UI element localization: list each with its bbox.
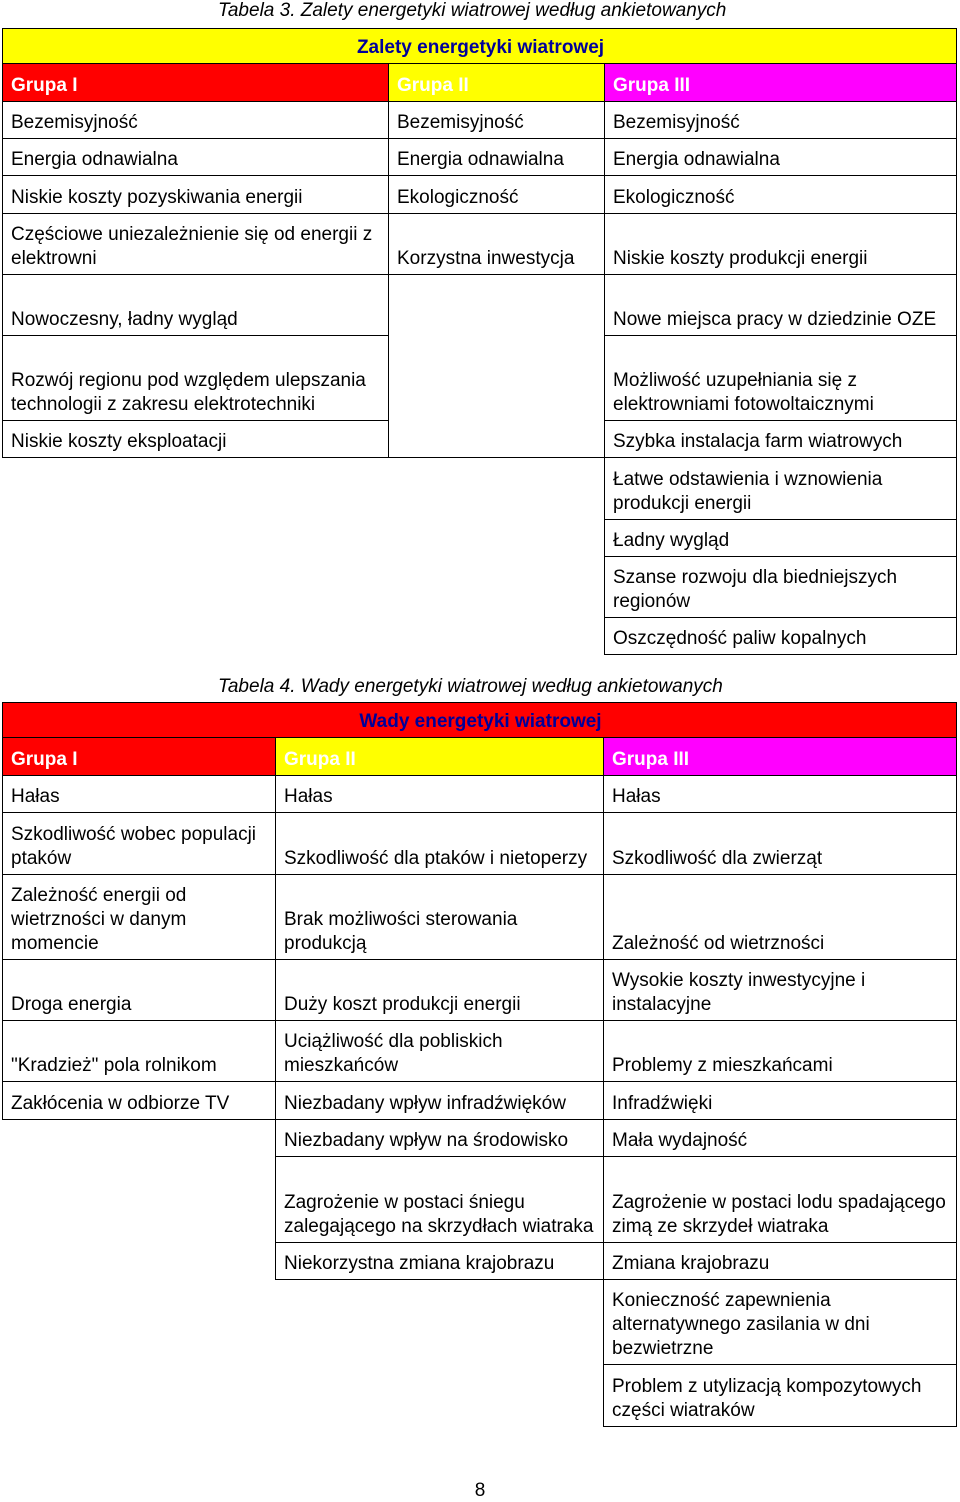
table3-cell: Łatwe odstawienia i wznowienia produkcji energii bbox=[605, 458, 957, 520]
table4-caption: Tabela 4. Wady energetyki wiatrowej według ankietowanych bbox=[218, 676, 723, 697]
table3-cell: Oszczędność paliw kopalnych bbox=[605, 618, 957, 655]
table3-cell: Możliwość uzupełniania się z elektrowniami fotowoltaicznymi bbox=[605, 336, 957, 421]
table3-cell bbox=[3, 618, 389, 655]
table3-cell: Ekologiczność bbox=[389, 176, 605, 214]
table4-cell bbox=[3, 1365, 276, 1427]
table3-cell: Energia odnawialna bbox=[389, 139, 605, 176]
table3-advantages bbox=[2, 28, 957, 655]
table4-title: Wady energetyki wiatrowej bbox=[3, 703, 957, 738]
table3-cell: Ładny wygląd bbox=[605, 520, 957, 557]
table3-group-iii-header: Grupa III bbox=[605, 64, 957, 102]
table3-cell: Bezemisyjność bbox=[605, 102, 957, 139]
table3-cell bbox=[389, 557, 605, 618]
page-number: 8 bbox=[474, 1480, 486, 1501]
table4-cell: Brak możliwości sterowania produkcją bbox=[276, 875, 604, 960]
table4-cell: Niezbadany wpływ infradźwięków bbox=[276, 1082, 604, 1120]
table4-cell: Hałas bbox=[276, 776, 604, 813]
table3-cell: Nowoczesny, ładny wygląd bbox=[3, 275, 389, 336]
table3-cell: Szanse rozwoju dla biedniejszych regionów bbox=[605, 557, 957, 618]
table4-cell: Uciążliwość dla pobliskich mieszkańców bbox=[276, 1021, 604, 1082]
table3-cell: Niskie koszty pozyskiwania energii bbox=[3, 176, 389, 214]
table4-cell: Problemy z mieszkańcami bbox=[604, 1021, 957, 1082]
table3-title: Zalety energetyki wiatrowej bbox=[3, 29, 957, 64]
table3-cell: Bezemisyjność bbox=[389, 102, 605, 139]
table3-cell: Ekologiczność bbox=[605, 176, 957, 214]
table4-cell: Problem z utylizacją kompozytowych części wiatraków bbox=[604, 1365, 957, 1427]
table4-cell: Zależność energii od wietrzności w danym momencie bbox=[3, 875, 276, 960]
table4-cell: Zakłócenia w odbiorze TV bbox=[3, 1082, 276, 1120]
table3-group-ii-header: Grupa II bbox=[389, 64, 605, 102]
table4-cell: Szkodliwość wobec populacji ptaków bbox=[3, 813, 276, 875]
table3-cell bbox=[3, 458, 389, 520]
table4-group-ii-header: Grupa II bbox=[276, 738, 604, 776]
table4-cell: Zmiana krajobrazu bbox=[604, 1243, 957, 1280]
table3-cell bbox=[3, 520, 389, 557]
table4-cell: Szkodliwość dla zwierząt bbox=[604, 813, 957, 875]
table4-cell: Duży koszt produkcji energii bbox=[276, 960, 604, 1021]
table4-cell bbox=[3, 1280, 276, 1365]
table4-disadvantages bbox=[2, 702, 957, 1427]
table3-cell bbox=[389, 421, 605, 458]
table3-cell bbox=[389, 336, 605, 421]
table4-cell: Zagrożenie w postaci lodu spadającego zimą ze skrzydeł wiatraka bbox=[604, 1157, 957, 1243]
table3-cell bbox=[389, 520, 605, 557]
table3-caption: Tabela 3. Zalety energetyki wiatrowej według ankietowanych bbox=[218, 0, 727, 21]
table4-cell: Hałas bbox=[3, 776, 276, 813]
table3-cell: Szybka instalacja farm wiatrowych bbox=[605, 421, 957, 458]
table3-cell: Energia odnawialna bbox=[3, 139, 389, 176]
table3-cell: Niskie koszty eksploatacji bbox=[3, 421, 389, 458]
table3-cell: Rozwój regionu pod względem ulepszania technologii z zakresu elektrotechniki bbox=[3, 336, 389, 421]
table3-cell bbox=[3, 557, 389, 618]
table3-cell bbox=[389, 618, 605, 655]
table4-cell bbox=[276, 1280, 604, 1365]
table3-cell bbox=[389, 275, 605, 336]
table4-cell: Zagrożenie w postaci śniegu zalegającego na skrzydłach wiatraka bbox=[276, 1157, 604, 1243]
table3-cell bbox=[389, 458, 605, 520]
table4-cell: Szkodliwość dla ptaków i nietoperzy bbox=[276, 813, 604, 875]
table4-cell: Hałas bbox=[604, 776, 957, 813]
table3-cell: Częściowe uniezależnienie się od energii z elektrowni bbox=[3, 214, 389, 275]
table4-cell: Niekorzystna zmiana krajobrazu bbox=[276, 1243, 604, 1280]
table4-cell: Droga energia bbox=[3, 960, 276, 1021]
table3-group-i-header: Grupa I bbox=[3, 64, 389, 102]
table4-cell: Niezbadany wpływ na środowisko bbox=[276, 1120, 604, 1157]
table3-cell: Nowe miejsca pracy w dziedzinie OZE bbox=[605, 275, 957, 336]
table3-cell: Energia odnawialna bbox=[605, 139, 957, 176]
table3-cell: Niskie koszty produkcji energii bbox=[605, 214, 957, 275]
table4-cell: Infradźwięki bbox=[604, 1082, 957, 1120]
table4-group-i-header: Grupa I bbox=[3, 738, 276, 776]
table4-cell: Mała wydajność bbox=[604, 1120, 957, 1157]
table3-cell: Korzystna inwestycja bbox=[389, 214, 605, 275]
table4-cell bbox=[3, 1120, 276, 1157]
table4-cell bbox=[3, 1157, 276, 1243]
table4-cell: Konieczność zapewnienia alternatywnego zasilania w dni bezwietrzne bbox=[604, 1280, 957, 1365]
table4-cell: Zależność od wietrzności bbox=[604, 875, 957, 960]
table4-cell: "Kradzież" pola rolnikom bbox=[3, 1021, 276, 1082]
table4-cell: Wysokie koszty inwestycyjne i instalacyjne bbox=[604, 960, 957, 1021]
table4-group-iii-header: Grupa III bbox=[604, 738, 957, 776]
table4-cell bbox=[3, 1243, 276, 1280]
table3-cell: Bezemisyjność bbox=[3, 102, 389, 139]
table4-cell bbox=[276, 1365, 604, 1427]
